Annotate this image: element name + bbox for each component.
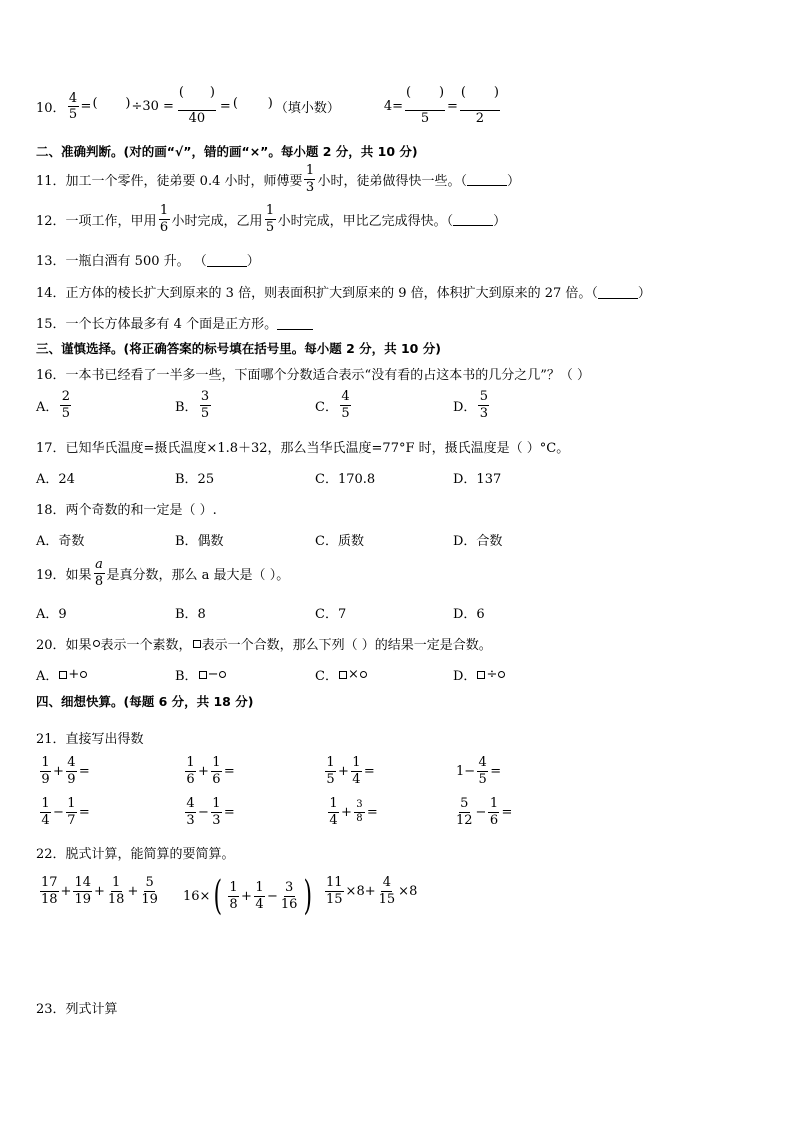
q16-c-fraction: $\frac{4}{5}$ xyxy=(341,389,350,421)
question-20 xyxy=(36,634,492,653)
q19-fraction-a-8: $\frac{a}{8}$ xyxy=(94,557,104,589)
circle-symbol-icon xyxy=(498,671,505,678)
q11-fraction-1-3: $\frac{1}{3}$ xyxy=(305,163,315,195)
q21-expr-3: $\frac{1}{5}$ + $\frac{1}{4}$ = xyxy=(326,755,375,787)
square-symbol-icon xyxy=(199,671,207,679)
question-15 xyxy=(36,313,313,332)
section-2-heading: 二、准确判断。(对的画“√”，错的画“×”。每小题 2 分，共 10 分) xyxy=(36,144,418,159)
q14-text-a: 14．正方体的棱长扩大到原来的 3 倍，则表面积扩大到原来的 9 倍，体积扩大到原来的 27 倍。（ xyxy=(36,286,598,301)
q11-text-c: ） xyxy=(507,173,521,189)
q10-divide-30: ÷30 = xyxy=(131,99,174,115)
question-17 xyxy=(36,437,569,456)
q17-option-b[interactable]: B．25 xyxy=(175,472,215,487)
q13-text-b: ） xyxy=(246,254,260,269)
q20-text-b: 表示一个素数， xyxy=(100,638,192,653)
question-22-title: 22．脱式计算，能简算的要简算。 xyxy=(36,847,235,862)
q16-option-b[interactable]: B． $\frac{3}{5}$ xyxy=(175,389,210,421)
question-21-title: 21．直接写出得数 xyxy=(36,732,144,747)
q22-expr-3: $\frac{11}{15}$ ×8 + $\frac{4}{15}$ ×8 xyxy=(326,875,418,907)
q19-option-c[interactable]: C．7 xyxy=(315,607,347,622)
q20-option-b[interactable]: B． − xyxy=(175,665,227,684)
q12-fraction-1-6: $\frac{1}{6}$ xyxy=(159,203,169,235)
q22-expr-2: 16× ( $\frac{1}{8}$ + $\frac{1}{4}$ − $\frac{3}{16}$ ) xyxy=(183,873,313,919)
right-paren: ) xyxy=(303,873,313,919)
q10-blank-1[interactable] xyxy=(92,98,130,115)
circle-symbol-icon xyxy=(219,671,226,678)
question-23-title: 23．列式计算 xyxy=(36,1002,118,1017)
q19-text-a: 19．如果 xyxy=(36,567,92,583)
left-paren: ( xyxy=(213,873,223,919)
section-3-heading: 三、谨慎选择。(将正确答案的标号填在括号里。每小题 2 分，共 10 分) xyxy=(36,341,441,356)
circle-symbol-icon xyxy=(93,640,100,647)
q19-text-b: 是真分数，那么 a 最大是（ ）。 xyxy=(106,567,290,583)
q21-expr-1: $\frac{1}{9}$ + $\frac{4}{9}$ = xyxy=(41,755,90,787)
q21-expr-5: $\frac{1}{4}$ − $\frac{1}{7}$ = xyxy=(41,796,90,828)
section-4-heading: 四、细想快算。(每题 6 分，共 18 分) xyxy=(36,694,254,709)
q21-expr-2: $\frac{1}{6}$ + $\frac{1}{6}$ = xyxy=(186,755,235,787)
q13-answer-blank[interactable] xyxy=(207,253,247,267)
q20-text-c: 表示一个合数，那么下列（ ）的结果一定是合数。 xyxy=(201,638,492,653)
question-18 xyxy=(36,499,217,518)
q10-four-equals: 4= xyxy=(383,99,404,115)
q21-expr-7: $\frac{1}{4}$ + $\frac{3}{8}$ = xyxy=(329,796,378,828)
q18-option-a[interactable]: A．奇数 xyxy=(36,534,85,549)
question-11 xyxy=(36,164,520,194)
q18-option-d[interactable]: D．合数 xyxy=(453,534,503,549)
q17-option-a[interactable]: A．24 xyxy=(36,472,75,487)
q19-option-a[interactable]: A．9 xyxy=(36,607,67,622)
q10-blank-numerator[interactable] xyxy=(178,88,216,111)
q16-option-a[interactable]: A． $\frac{2}{5}$ xyxy=(36,389,71,421)
circle-symbol-icon xyxy=(80,671,87,678)
square-symbol-icon xyxy=(59,671,67,679)
question-19 xyxy=(36,558,289,588)
q10-number: 10． xyxy=(36,101,66,117)
q16-option-d[interactable]: D． $\frac{5}{3}$ xyxy=(453,389,489,421)
question-16 xyxy=(36,364,590,383)
q16-d-fraction: $\frac{5}{3}$ xyxy=(479,389,489,421)
q12-text-d: ） xyxy=(493,213,507,229)
q17-option-c[interactable]: C．170.8 xyxy=(315,472,376,487)
q10-fraction-blank-5: ( ) 5 xyxy=(405,88,445,125)
equals: = xyxy=(447,99,458,115)
q18-stem: 18．两个奇数的和一定是（ ）. xyxy=(36,503,217,518)
q11-text-a: 11．加工一个零件，徒弟要 0.4 小时，师傅要 xyxy=(36,173,303,189)
q20-option-d[interactable]: D． ÷ xyxy=(453,665,506,684)
q12-answer-blank[interactable] xyxy=(453,212,493,226)
question-14 xyxy=(36,282,651,301)
q10-blank-num-5[interactable] xyxy=(405,88,445,111)
q10-note: （填小数） xyxy=(274,101,340,117)
q14-answer-blank[interactable] xyxy=(598,285,638,299)
square-symbol-icon xyxy=(477,671,485,679)
q11-text-b: 小时，徒弟做得快一些。（ xyxy=(317,173,467,189)
q12-text-a: 12．一项工作，甲用 xyxy=(36,213,157,229)
q21-expr-4: 1 − $\frac{4}{5}$ = xyxy=(456,755,502,787)
q22-expr-1: $\frac{17}{18}$ + $\frac{14}{19}$ + $\frac{1}{18}$ + $\frac{5}{19}$ xyxy=(41,875,158,907)
q20-option-a[interactable]: A． + xyxy=(36,665,88,684)
q12-fraction-1-5: $\frac{1}{5}$ xyxy=(265,203,275,235)
q10-blank-num-2[interactable] xyxy=(460,88,500,111)
q10-blank-decimal[interactable] xyxy=(233,98,273,115)
q15-answer-blank[interactable] xyxy=(277,316,313,330)
question-12 xyxy=(36,204,506,234)
q17-stem: 17．已知华氏温度=摄氏温度×1.8＋32，那么当华氏温度=77°F 时，摄氏温度是（ ）°C。 xyxy=(36,441,570,456)
circle-symbol-icon xyxy=(360,671,367,678)
equals: = xyxy=(80,99,92,115)
q11-answer-blank[interactable] xyxy=(467,172,507,186)
q16-stem: 16．一本书已经看了一半多一些，下面哪个分数适合表示“没有看的占这本书的几分之几”？（ ） xyxy=(36,368,590,383)
q18-option-b[interactable]: B．偶数 xyxy=(175,534,224,549)
q19-option-b[interactable]: B．8 xyxy=(175,607,206,622)
q12-text-c: 小时完成，甲比乙完成得快。（ xyxy=(277,213,454,229)
q21-expr-8: $\frac{5}{12}$ − $\frac{1}{6}$ = xyxy=(456,796,513,828)
q16-option-c[interactable]: C． $\frac{4}{5}$ xyxy=(315,389,350,421)
square-symbol-icon xyxy=(193,640,201,648)
q10-fraction-blank-40: ( ) 40 xyxy=(178,88,216,125)
square-symbol-icon xyxy=(339,671,347,679)
equals: = xyxy=(219,99,231,115)
q10-fraction-4-5: $\frac{4}{5}$ xyxy=(68,90,78,123)
q20-option-c[interactable]: C． × xyxy=(315,665,368,684)
q10-fraction-blank-2: ( ) 2 xyxy=(460,88,500,125)
question-13 xyxy=(36,250,260,269)
q16-b-fraction: $\frac{3}{5}$ xyxy=(200,389,210,421)
q20-text-a: 20．如果 xyxy=(36,638,92,653)
q15-text-a: 15．一个长方体最多有 4 个面是正方形。 xyxy=(36,317,278,332)
q21-expr-6: $\frac{4}{3}$ − $\frac{1}{3}$ = xyxy=(186,796,235,828)
question-10 xyxy=(36,88,502,125)
q13-text-a: 13．一瓶白酒有 500 升。 （ xyxy=(36,254,207,269)
q16-a-fraction: $\frac{2}{5}$ xyxy=(61,389,71,421)
q19-option-d[interactable]: D．6 xyxy=(453,607,485,622)
q12-text-b: 小时完成，乙用 xyxy=(171,213,263,229)
q18-option-c[interactable]: C．质数 xyxy=(315,534,364,549)
q14-text-b: ） xyxy=(637,286,651,301)
q17-option-d[interactable]: D．137 xyxy=(453,472,502,487)
